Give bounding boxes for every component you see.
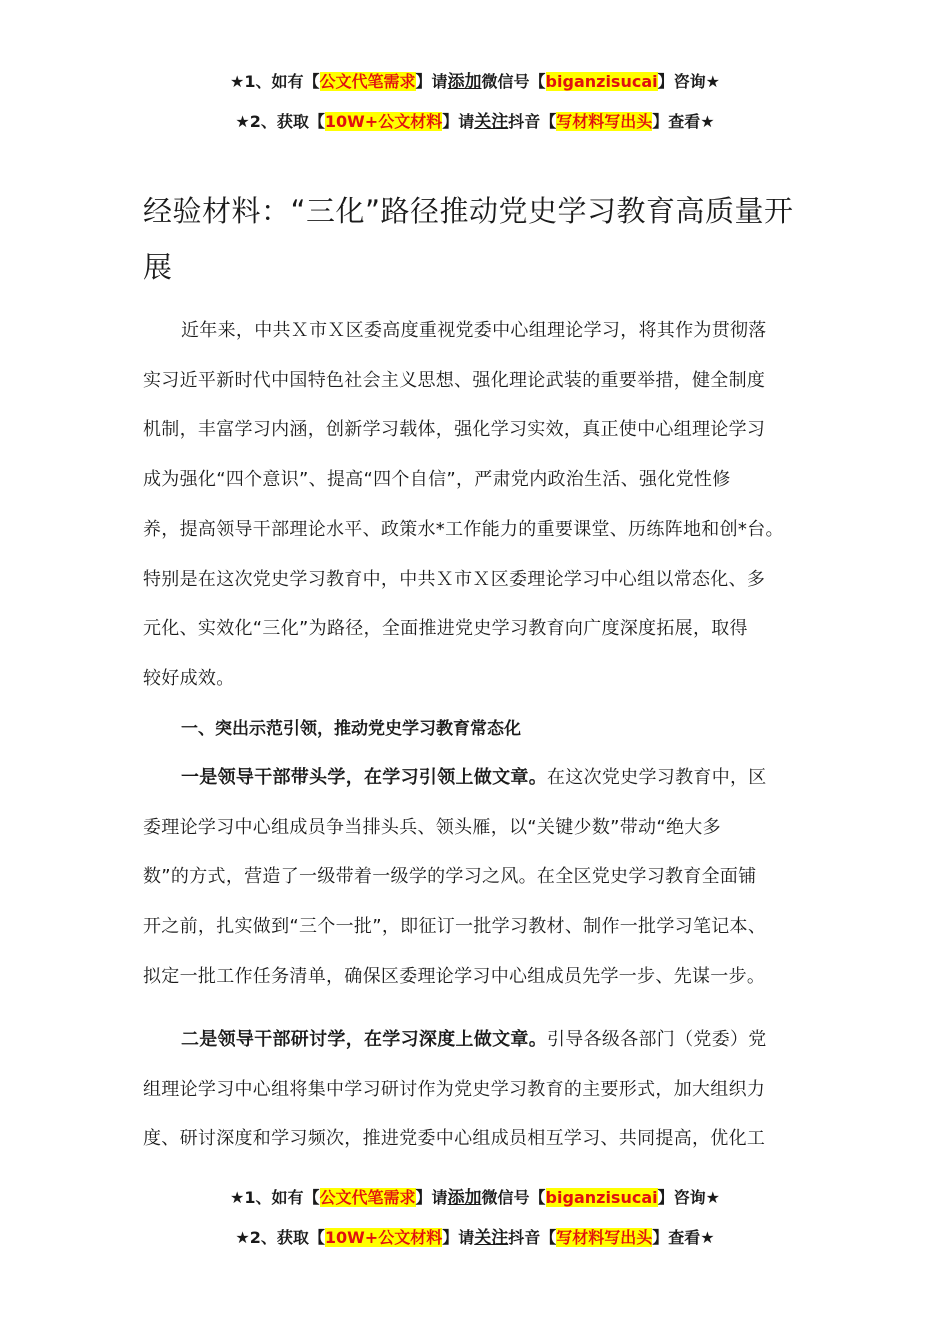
banner-text: 】查看★ (652, 112, 715, 131)
banner-text: 】咨询★ (657, 1188, 720, 1207)
underlined-add: 添加 (447, 72, 482, 92)
banner-text: 】请 (442, 1228, 475, 1247)
paragraph-line: 实习近平新时代中国特色社会主义思想、强化理论武装的重要举措，健全制度 (143, 369, 766, 391)
point-two-paragraph (143, 1015, 823, 1164)
highlight-wechat-id: biganzisucai (545, 1188, 658, 1207)
banner-text: 】请 (442, 112, 475, 131)
paragraph-line: 机制，丰富学习内涵，创新学习载体，强化学习实效，真正使中心组理论学习 (143, 419, 766, 441)
paragraph-line: 元化、实效化“三化”为路径，全面推进党史学习教育向广度深度拓展，取得 (143, 618, 748, 640)
promo-banner-line-1-footer (0, 1188, 950, 1208)
paragraph-line: 度、研讨深度和学习频次，推进党委中心组成员相互学习、共同提高，优化工 (143, 1128, 766, 1150)
highlight-douyin: 写材料写出头 (556, 1228, 653, 1247)
banner-text: ★1、如有【 (230, 72, 320, 91)
banner-text: 微信号【 (481, 72, 546, 91)
section-heading-1: 一、突出示范引领，推动党史学习教育常态化 (181, 719, 521, 739)
underlined-add: 添加 (447, 1188, 482, 1208)
paragraph-line: 拟定一批工作任务清单，确保区委理论学习中心组成员先学一步、先谋一步。 (143, 965, 766, 987)
highlight-service: 公文代笔需求 (319, 1188, 416, 1207)
banner-text: 】请 (415, 72, 448, 91)
intro-paragraph (143, 306, 823, 704)
banner-text: 】请 (415, 1188, 448, 1207)
title-line: 展 (143, 250, 173, 284)
paragraph-line: 较好成效。 (143, 667, 235, 689)
highlight-wechat-id: biganzisucai (545, 72, 658, 91)
banner-text: 抖音【 (508, 112, 557, 131)
banner-text: 抖音【 (508, 1228, 557, 1247)
promo-banner-line-1 (0, 72, 950, 92)
title-line: 经验材料：“三化”路径推动党史学习教育高质量开 (143, 194, 794, 228)
paragraph-line: 组理论学习中心组将集中学习研讨作为党史学习教育的主要形式，加大组织力 (143, 1078, 766, 1100)
banner-text: ★2、获取【 (235, 1228, 325, 1247)
banner-text: 微信号【 (481, 1188, 546, 1207)
paragraph-line: 特别是在这次党史学习教育中，中共Ｘ市Ｘ区委理论学习中心组以常态化、多 (143, 568, 766, 590)
point-one-paragraph (143, 753, 823, 1002)
bold-lead: 二是领导干部研讨学，在学习深度上做文章。 (181, 1029, 547, 1050)
paragraph-line: 养，提高领导干部理论水平、政策水*工作能力的重要课堂、历练阵地和创*台。 (143, 518, 784, 540)
banner-text: ★1、如有【 (230, 1188, 320, 1207)
bold-lead: 一是领导干部带头学，在学习引领上做文章。 (181, 767, 547, 788)
paragraph-line: 数”的方式，营造了一级带着一级学的学习之风。在全区党史学习教育全面铺 (143, 866, 757, 888)
highlight-materials: 10W+公文材料 (324, 1228, 443, 1247)
paragraph-line: 近年来，中共Ｘ市Ｘ区委高度重视党委中心组理论学习，将其作为贯彻落 (181, 320, 767, 341)
highlight-douyin: 写材料写出头 (556, 112, 653, 131)
paragraph-text: 引导各级各部门（党委）党 (547, 1029, 767, 1050)
paragraph-line: 开之前，扎实做到“三个一批”，即征订一批学习教材、制作一批学习笔记本、 (143, 916, 767, 938)
paragraph-line (143, 1015, 823, 1065)
underlined-follow: 关注 (474, 1228, 509, 1248)
paragraph-line (143, 753, 823, 803)
promo-banner-line-2-footer (0, 1228, 950, 1248)
highlight-service: 公文代笔需求 (319, 72, 416, 91)
highlight-materials: 10W+公文材料 (324, 112, 443, 131)
paragraph-text: 在这次党史学习教育中，区 (547, 767, 767, 788)
document-title (143, 183, 813, 295)
promo-banner-line-2 (0, 112, 950, 132)
paragraph-line: 成为强化“四个意识”、提高“四个自信”，严肃党内政治生活、强化党性修 (143, 469, 731, 491)
paragraph-line: 委理论学习中心组成员争当排头兵、领头雁，以“关键少数”带动“绝大多 (143, 816, 721, 838)
banner-text: 】咨询★ (657, 72, 720, 91)
banner-text: ★2、获取【 (235, 112, 325, 131)
banner-text: 】查看★ (652, 1228, 715, 1247)
underlined-follow: 关注 (474, 112, 509, 132)
